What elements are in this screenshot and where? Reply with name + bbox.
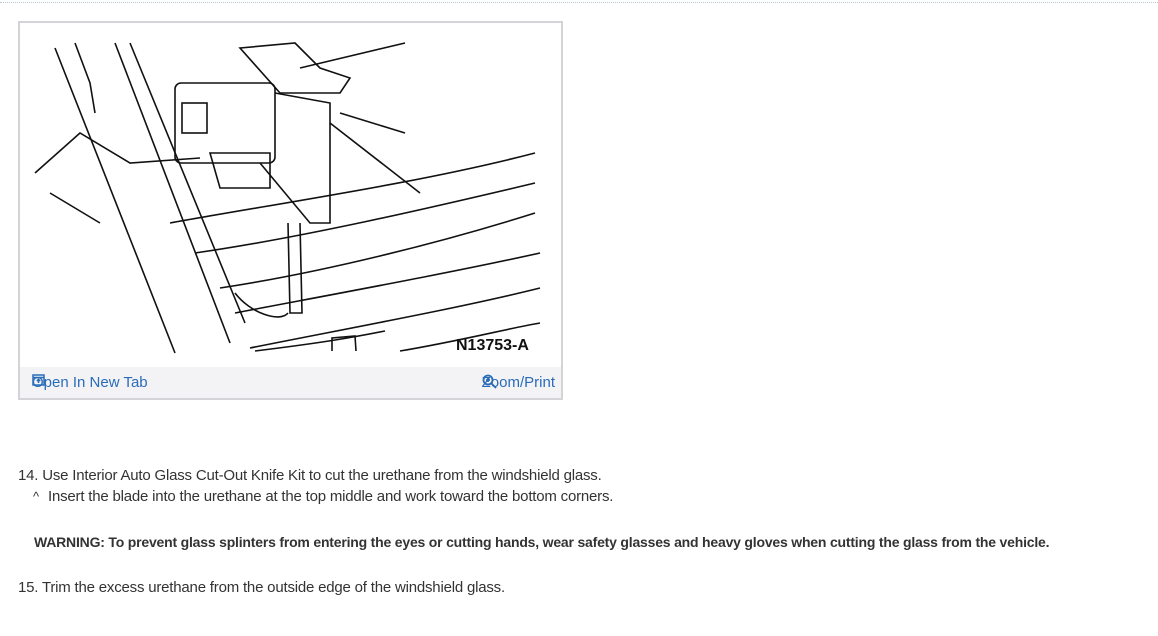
figure-panel	[18, 21, 563, 400]
open-in-new-tab-link[interactable]	[32, 374, 148, 391]
zoom-magnifier-icon	[482, 374, 498, 390]
open-new-tab-icon	[32, 374, 45, 386]
figure-id-label: N13753-A	[456, 337, 529, 354]
sub-bullet-marker: ^	[33, 489, 39, 504]
top-divider	[0, 2, 1158, 3]
figure-footer	[20, 367, 561, 398]
warning-text: WARNING: To prevent glass splinters from entering the eyes or cutting hands, wear safety glasses and heavy gloves when cutting the glass from the vehicle.	[34, 534, 1050, 550]
step-15: 15. Trim the excess urethane from the outside edge of the windshield glass.	[18, 579, 505, 596]
zoom-print-link[interactable]	[482, 374, 555, 391]
open-in-new-tab-label: Open In New Tab	[32, 374, 148, 391]
step-14-substep: Insert the blade into the urethane at the top middle and work toward the bottom corners.	[48, 488, 614, 505]
windshield-knife-illustration	[20, 23, 561, 367]
zoom-print-label: Zoom/Print	[481, 374, 555, 391]
step-14: 14. Use Interior Auto Glass Cut-Out Knife Kit to cut the urethane from the windshield glass.	[18, 467, 602, 484]
